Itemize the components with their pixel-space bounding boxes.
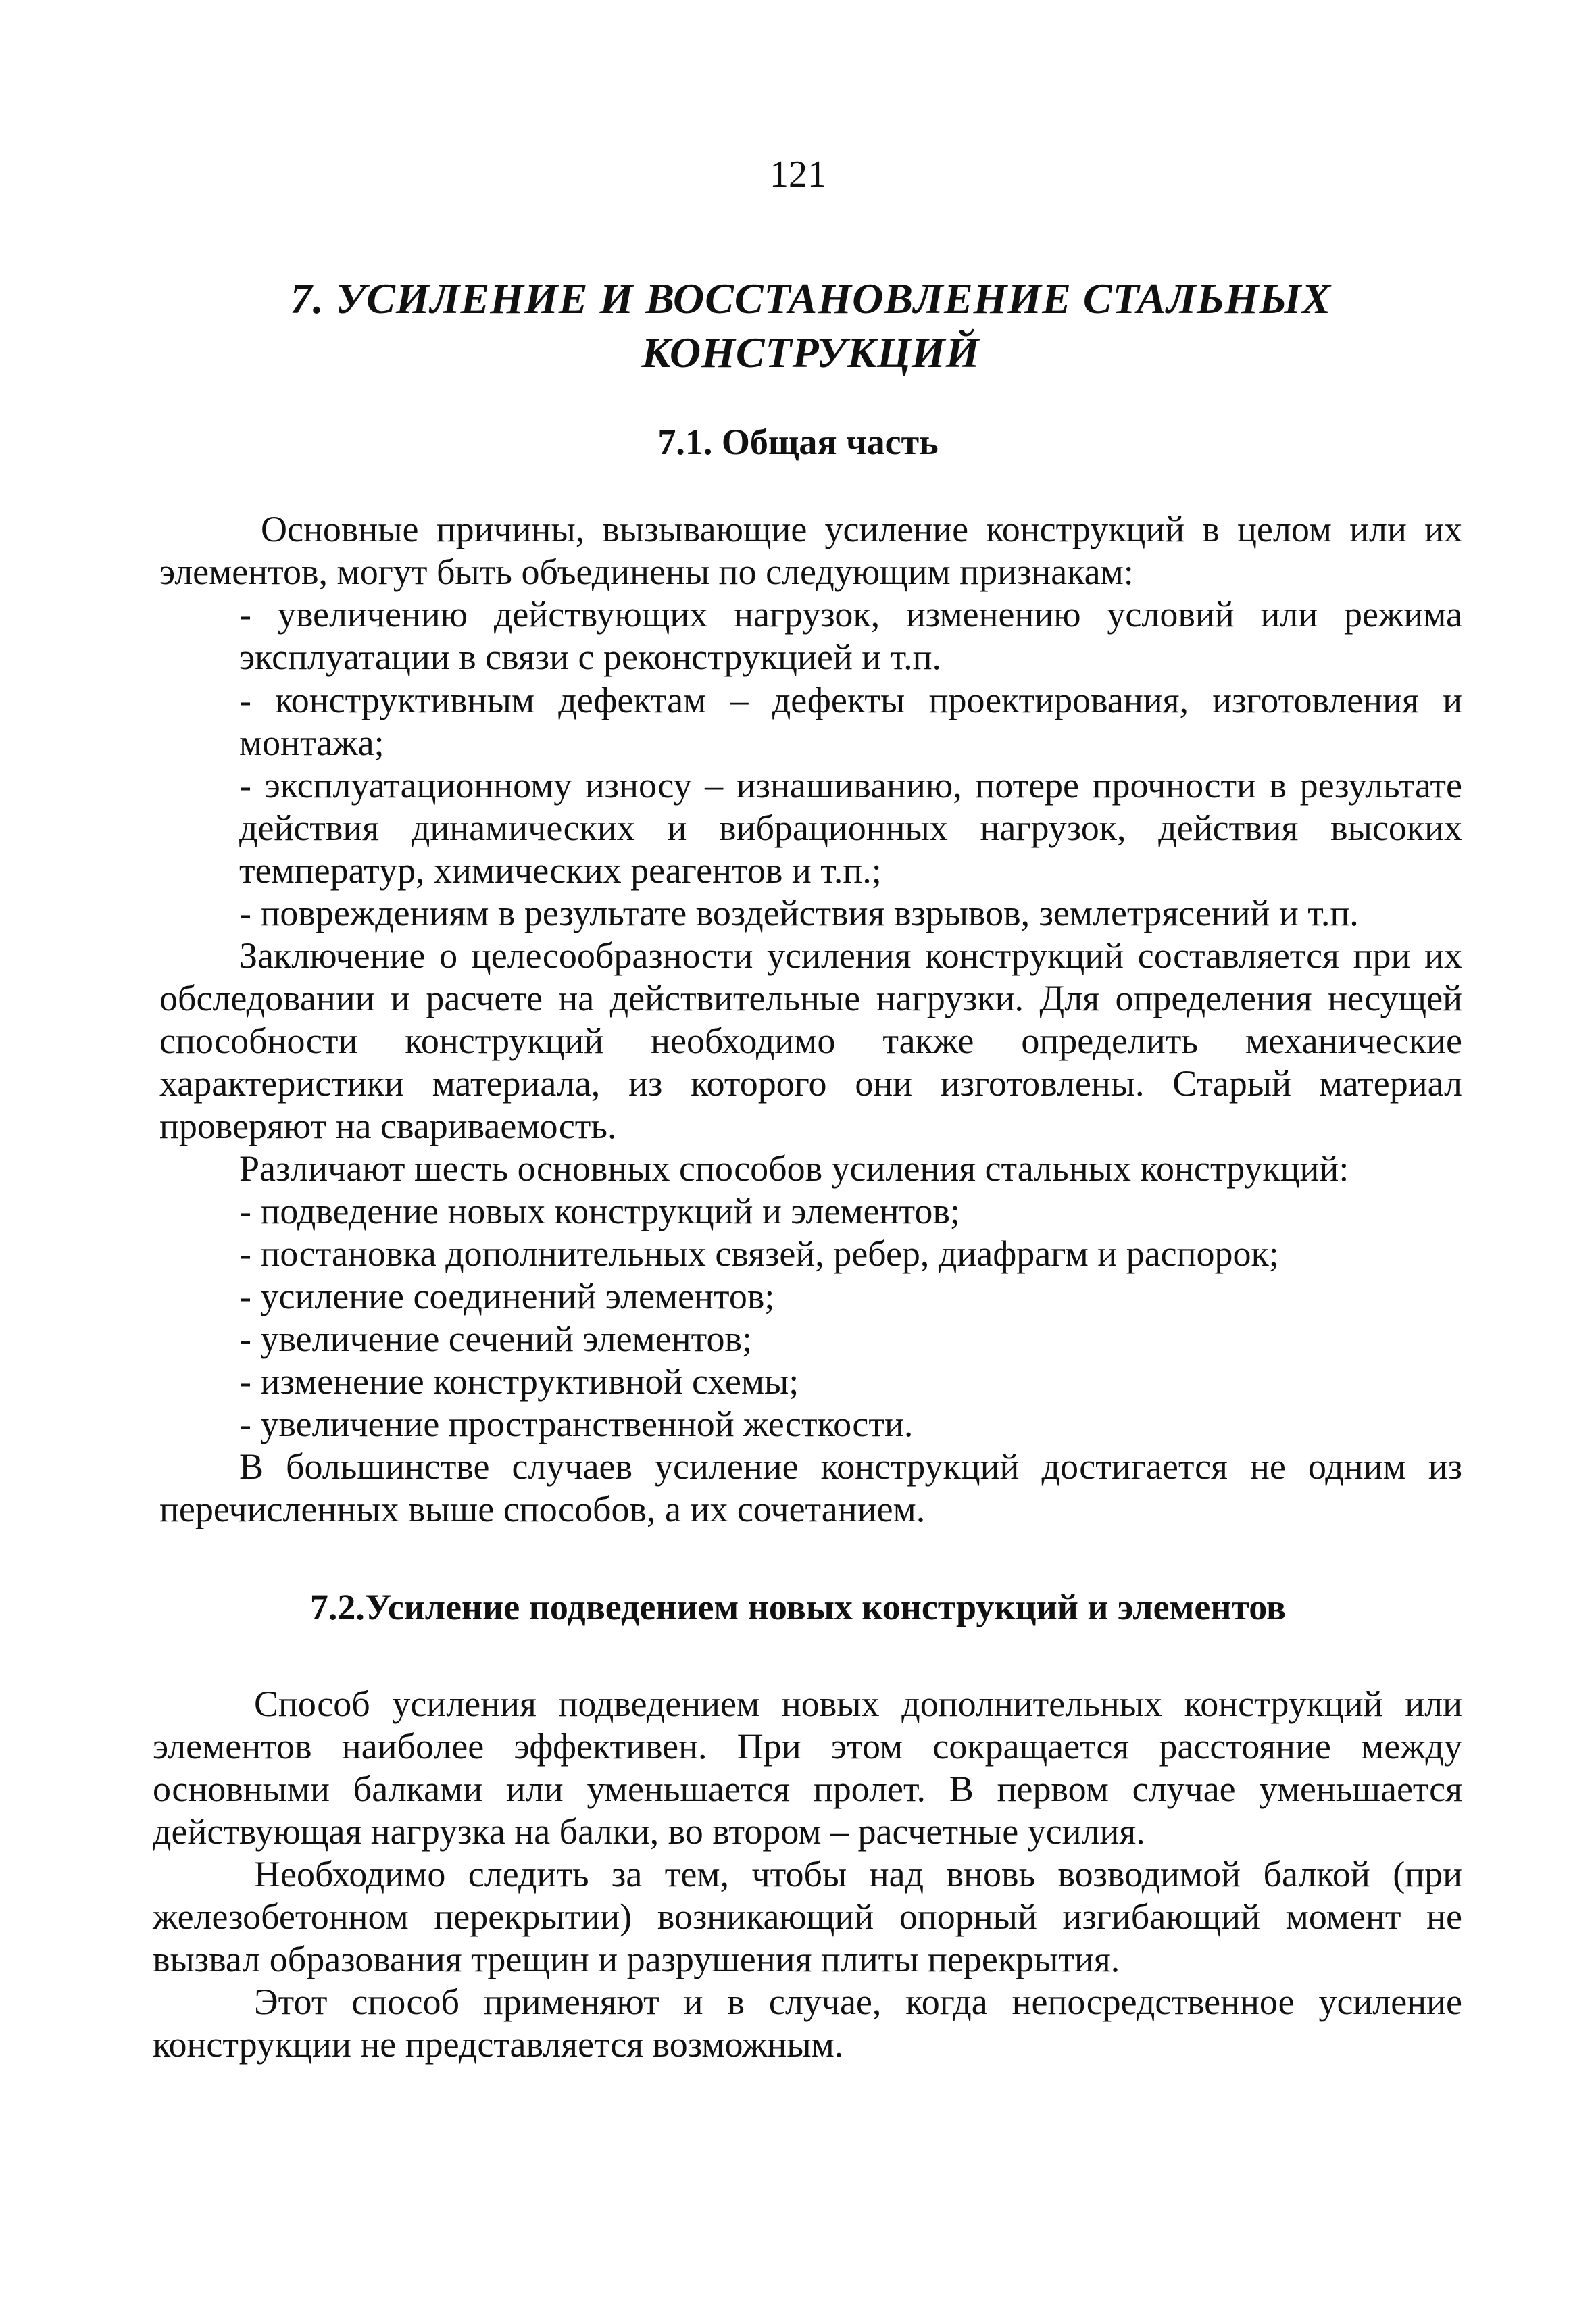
intro-paragraph: Основные причины, вызывающие усиление конструкций в целом или их элементов, могут быть объединены по следующим признакам: <box>159 509 1462 592</box>
section2-paragraph: Способ усиления подведением новых дополнительных конструкций или элементов наиболее эффективен. При этом сокращается расстояние между основными балками или уменьшается пролет. В первом случае уменьшается действующая нагрузка на балки, во втором – расчетные усилия. <box>153 1683 1462 1852</box>
method-item: - увеличение сечений элементов; <box>239 1319 752 1359</box>
method-item: - подведение новых конструкций и элементов; <box>239 1191 960 1231</box>
chapter-title-line-2: КОНСТРУКЦИЙ <box>641 328 980 376</box>
section-title-general: 7.1. Общая часть <box>657 422 939 462</box>
chapter-title <box>203 272 1419 380</box>
method-item: - изменение конструктивной схемы; <box>239 1361 799 1402</box>
cause-item: - повреждениям в результате воздействия взрывов, землетрясений и т.п. <box>239 893 1359 933</box>
summary-paragraph: В большинстве случаев усиление конструкций достигается не одним из перечисленных выше способов, а их сочетанием. <box>159 1446 1462 1529</box>
conclusion-paragraph: Заключение о целесообразности усиления конструкций составляется при их обследовании и расчете на действительные нагрузки. Для определения несущей способности конструкций необходимо также определить механические характеристики материала, из которого они изготовлены. Старый материал проверяют на свариваемость. <box>159 935 1462 1146</box>
cause-item: - эксплуатационному износу – изнашиванию, потере прочности в результате действия динамических и вибрационных нагрузок, действия высоких температур, химических реагентов и т.п.; <box>239 765 1462 891</box>
method-item: - усиление соединений элементов; <box>239 1276 775 1316</box>
cause-item: - конструктивным дефектам – дефекты проектирования, изготовления и монтажа; <box>239 680 1462 763</box>
section-title-new-structures: 7.2.Усиление подведением новых конструкций и элементов <box>309 1587 1287 1627</box>
section2-paragraph: Этот способ применяют и в случае, когда непосредственное усиление конструкции не представляется возможным. <box>153 1981 1462 2065</box>
page-number: 121 <box>770 153 826 195</box>
cause-item: - увеличению действующих нагрузок, изменению условий или режима эксплуатации в связи с реконструкцией и т.п. <box>239 594 1462 677</box>
method-item: - постановка дополнительных связей, ребер, диафрагм и распорок; <box>239 1233 1279 1274</box>
chapter-title-line-1: 7. УСИЛЕНИЕ И ВОССТАНОВЛЕНИЕ СТАЛЬНЫХ <box>290 274 1332 322</box>
section2-paragraph: Необходимо следить за тем, чтобы над вновь возводимой балкой (при железобетонном перекрытии) возникающий опорный изгибающий момент не вызвал образования трещин и разрушения плиты перекрытия. <box>153 1854 1462 1979</box>
method-item: - увеличение пространственной жесткости. <box>239 1404 914 1444</box>
methods-intro: Различают шесть основных способов усиления стальных конструкций: <box>239 1148 1349 1189</box>
